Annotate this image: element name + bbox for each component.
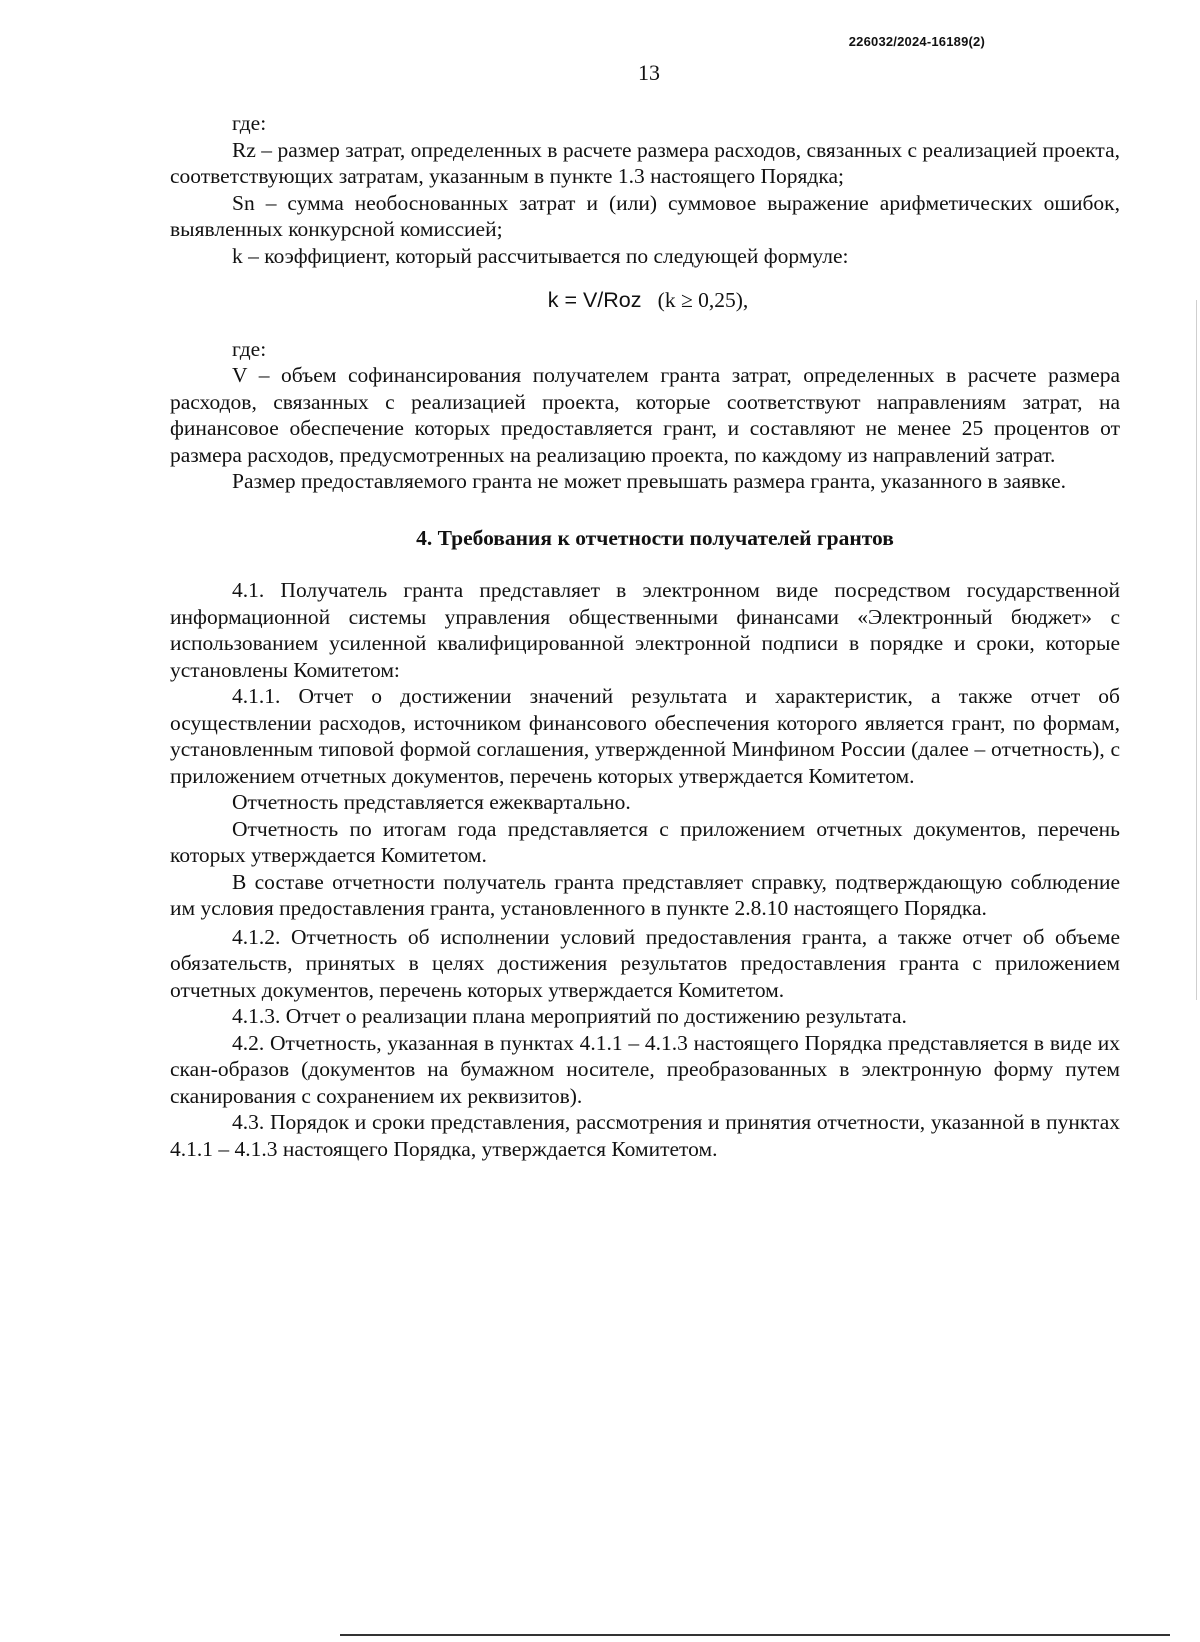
document-body <box>170 110 1120 1162</box>
clause-4-1-2: 4.1.2. Отчетность об исполнении условий предоставления гранта, а также отчет об объеме обязательств, принятых в целях достижения результатов предоставления гранта с приложением отчетных документов, перечень которых утверждается Комитетом. <box>170 924 1120 1002</box>
bottom-scan-line <box>340 1634 1170 1636</box>
coefficient-formula <box>170 287 1120 314</box>
clause-4-1: 4.1. Получатель гранта представляет в электронном виде посредством государственной информационной системы управления общественными финансами «Электронный бюджет» с использованием усиленной квалифицированной электронной подписи в порядке и сроки, которые установлены Комитетом: <box>170 578 1120 682</box>
formula-condition: (k ≥ 0,25), <box>657 288 749 312</box>
clause-4-2: 4.2. Отчетность, указанная в пунктах 4.1.1 – 4.1.3 настоящего Порядка представляется в виде их скан-образов (документов на бумажном носителе, преобразованных в электронную форму путем сканирования с сохранением их реквизитов). <box>170 1030 1120 1108</box>
definition-rz: Rz – размер затрат, определенных в расчете размера расходов, связанных с реализацией проекта, соответствующих затратам, указанным в пункте 1.3 настоящего Порядка; <box>170 137 1120 188</box>
document-registration-number: 226032/2024-16189(2) <box>848 34 985 49</box>
formula-expression: k = V/Roz <box>547 288 642 312</box>
reporting-yearly: Отчетность по итогам года представляется с приложением отчетных документов, перечень которых утверждается Комитетом. <box>170 816 1120 867</box>
definition-k: k – коэффициент, который рассчитывается по следующей формуле: <box>232 243 849 268</box>
section-4-heading: 4. Требования к отчетности получателей грантов <box>416 525 894 550</box>
clause-4-1-1: 4.1.1. Отчет о достижении значений результата и характеристик, а также отчет об осуществлении расходов, источником финансового обеспечения которого является грант, по формам, установленным типовой формой соглашения, утвержденной Минфином России (далее – отчетность), с приложением отчетных документов, перечень которых утверждается Комитетом. <box>170 684 1120 788</box>
grant-size-limit: Размер предоставляемого гранта не может превышать размера гранта, указанного в заявке. <box>232 469 1066 493</box>
clause-4-3: 4.3. Порядок и сроки представления, рассмотрения и принятия отчетности, указанной в пунктах 4.1.1 – 4.1.3 настоящего Порядка, утверждается Комитетом. <box>170 1110 1120 1161</box>
reporting-quarterly: Отчетность представляется ежеквартально. <box>232 790 631 814</box>
page-number: 13 <box>638 60 660 85</box>
definition-v: V – объем софинансирования получателем гранта затрат, определенных в расчете размера расходов, связанных с реализацией проекта, которые соответствуют направлениям затрат, на финансовое обеспечение которых предоставляется грант, и составляют не менее 25 процентов от размера расходов, предусмотренных на реализацию проекта, по каждому из направлений затрат. <box>170 363 1120 467</box>
compliance-certificate: В составе отчетности получатель гранта представляет справку, подтверждающую соблюдение им условия предоставления гранта, установленного в пункте 2.8.10 настоящего Порядка. <box>170 869 1120 920</box>
definition-sn: Sn – сумма необоснованных затрат и (или) суммовое выражение арифметических ошибок, выявленных конкурсной комиссией; <box>170 190 1120 241</box>
scan-edge-line <box>1196 300 1197 1000</box>
clause-4-1-3: 4.1.3. Отчет о реализации плана мероприятий по достижению результата. <box>232 1004 907 1028</box>
where-label-1: где: <box>232 111 267 135</box>
where-label-2: где: <box>232 336 267 361</box>
